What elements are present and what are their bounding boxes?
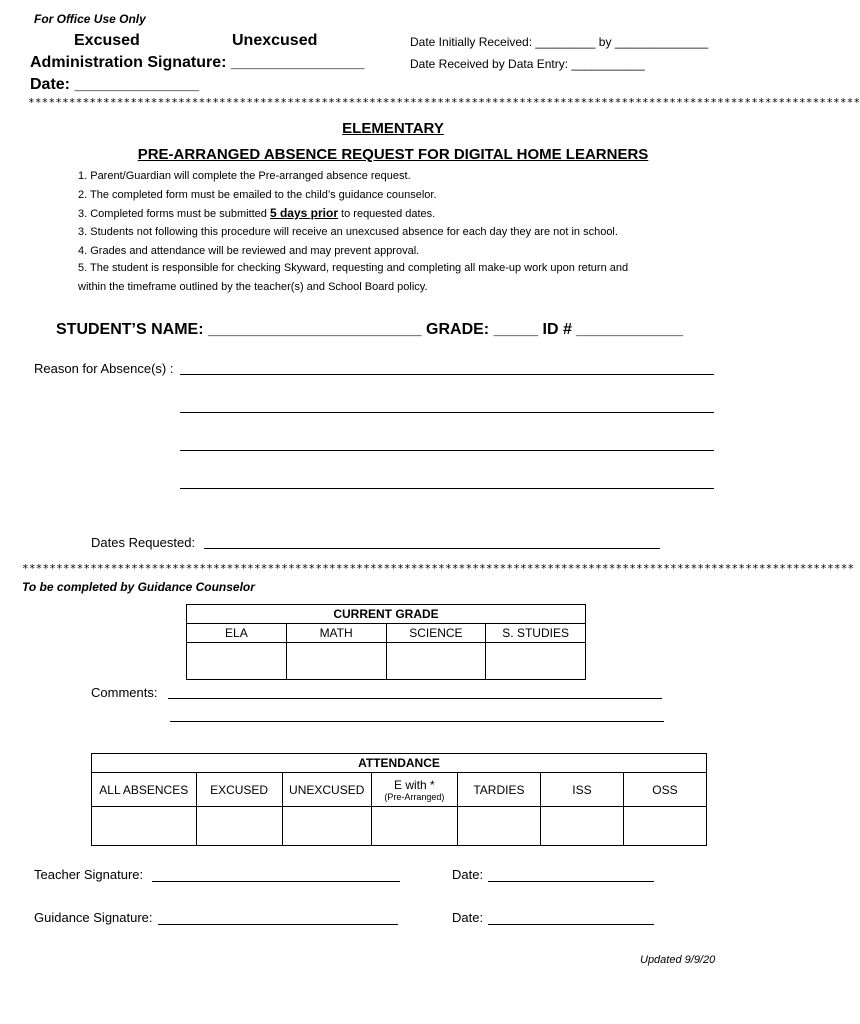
instruction-1: 1. Parent/Guardian will complete the Pre-arranged absence request. bbox=[78, 170, 411, 182]
reason-line-4[interactable] bbox=[180, 488, 714, 489]
updated-note: Updated 9/9/20 bbox=[640, 954, 716, 966]
att-col-excused: EXCUSED bbox=[196, 773, 282, 807]
att-cell-all-absences[interactable] bbox=[92, 807, 197, 846]
instruction-3-bold: 5 days prior bbox=[269, 206, 338, 220]
current-grade-title: CURRENT GRADE bbox=[187, 605, 586, 624]
guidance-signature-label: Guidance Signature: bbox=[34, 910, 153, 925]
att-cell-unexcused[interactable] bbox=[282, 807, 371, 846]
reason-line-2[interactable] bbox=[180, 412, 714, 413]
attendance-table bbox=[91, 753, 707, 846]
att-col-e-with bbox=[371, 773, 457, 807]
teacher-signature-line[interactable] bbox=[152, 881, 400, 882]
office-date-field[interactable]: Date: ______________ bbox=[30, 76, 200, 93]
att-col-e-with-note: (Pre-Arranged) bbox=[384, 791, 445, 802]
guidance-date-label: Date: bbox=[452, 910, 484, 925]
teacher-date-label: Date: bbox=[452, 867, 484, 882]
att-cell-oss[interactable] bbox=[623, 807, 706, 846]
date-data-entry-field[interactable]: Date Received by Data Entry: ___________ bbox=[410, 57, 645, 71]
unexcused-label: Unexcused bbox=[232, 32, 318, 49]
form-subtitle: PRE-ARRANGED ABSENCE REQUEST FOR DIGITAL HOME LEARNERS bbox=[137, 146, 649, 163]
instruction-6b: within the timeframe outlined by the teacher(s) and School Board policy. bbox=[78, 281, 428, 293]
att-cell-e-with[interactable] bbox=[371, 807, 457, 846]
att-col-iss: ISS bbox=[540, 773, 623, 807]
grade-col-ela: ELA bbox=[187, 624, 287, 643]
comments-line-2[interactable] bbox=[170, 721, 664, 722]
instruction-3-post: to requested dates. bbox=[338, 208, 436, 220]
att-col-all-absences: ALL ABSENCES bbox=[92, 773, 197, 807]
att-col-oss: OSS bbox=[623, 773, 706, 807]
guidance-date-line[interactable] bbox=[488, 924, 654, 925]
student-info-line[interactable]: STUDENT’S NAME: ________________________ GRADE: _____ ID # ____________ bbox=[56, 321, 684, 338]
instruction-3-pre: 3. Completed forms must be submitted bbox=[78, 208, 270, 220]
grade-cell-studies[interactable] bbox=[486, 643, 586, 680]
attendance-title: ATTENDANCE bbox=[92, 754, 707, 773]
reason-line-1[interactable] bbox=[180, 374, 714, 375]
att-cell-iss[interactable] bbox=[540, 807, 623, 846]
att-col-unexcused: UNEXCUSED bbox=[282, 773, 371, 807]
grade-col-math: MATH bbox=[286, 624, 386, 643]
reason-line-3[interactable] bbox=[180, 450, 714, 451]
divider-stars-bottom: ************************************************************************************************************************** bbox=[22, 562, 855, 575]
dates-requested-label: Dates Requested: bbox=[91, 535, 196, 550]
teacher-signature-label: Teacher Signature: bbox=[34, 867, 144, 882]
guidance-signature-line[interactable] bbox=[158, 924, 398, 925]
instruction-5: 4. Grades and attendance will be reviewed and may prevent approval. bbox=[78, 245, 420, 257]
comments-label: Comments: bbox=[91, 685, 158, 700]
grade-col-science: SCIENCE bbox=[386, 624, 486, 643]
teacher-date-line[interactable] bbox=[488, 881, 654, 882]
instruction-4: 3. Students not following this procedure will receive an unexcused absence for each day they are not in school. bbox=[78, 226, 618, 238]
office-use-heading: For Office Use Only bbox=[34, 12, 146, 26]
dates-requested-line[interactable] bbox=[204, 548, 660, 549]
grade-col-studies: S. STUDIES bbox=[486, 624, 586, 643]
date-received-field[interactable]: Date Initially Received: _________ by ______________ bbox=[410, 35, 709, 49]
instruction-6a: 5. The student is responsible for checking Skyward, requesting and completing all make-up work upon return and bbox=[78, 262, 629, 274]
att-cell-tardies[interactable] bbox=[457, 807, 540, 846]
grade-cell-ela[interactable] bbox=[187, 643, 287, 680]
form-title: ELEMENTARY bbox=[342, 120, 444, 137]
divider-stars-top: ************************************************************************************************************************** bbox=[28, 96, 860, 109]
instruction-3 bbox=[78, 206, 435, 220]
att-col-tardies: TARDIES bbox=[457, 773, 540, 807]
admin-signature-field[interactable]: Administration Signature: _______________ bbox=[30, 54, 365, 71]
current-grade-table bbox=[186, 604, 586, 680]
comments-line-1[interactable] bbox=[168, 698, 662, 699]
reason-label: Reason for Absence(s) : bbox=[34, 361, 174, 376]
grade-cell-math[interactable] bbox=[286, 643, 386, 680]
guidance-heading: To be completed by Guidance Counselor bbox=[22, 580, 255, 594]
excused-label: Excused bbox=[74, 32, 140, 49]
att-col-e-with-label: E with * bbox=[394, 777, 435, 792]
grade-cell-science[interactable] bbox=[386, 643, 486, 680]
att-cell-excused[interactable] bbox=[196, 807, 282, 846]
instruction-2: 2. The completed form must be emailed to the child’s guidance counselor. bbox=[78, 189, 437, 201]
